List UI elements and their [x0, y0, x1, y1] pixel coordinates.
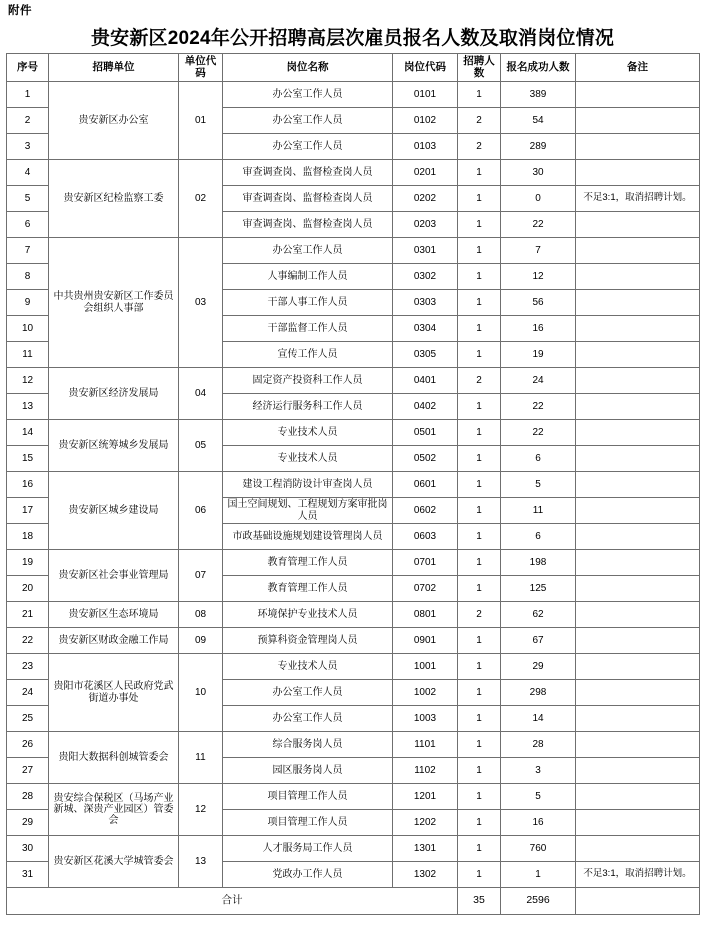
- cell-seq: 12: [7, 368, 49, 394]
- cell-seq: 16: [7, 472, 49, 498]
- cell-remark: [576, 524, 700, 550]
- cell-post-name: 审查调查岗、监督检查岗人员: [223, 160, 393, 186]
- cell-post-code: 1003: [393, 706, 458, 732]
- cell-applied-count: 16: [501, 316, 576, 342]
- cell-seq: 29: [7, 810, 49, 836]
- cell-unit-code: 08: [179, 602, 223, 628]
- cell-remark: [576, 108, 700, 134]
- column-header-applied-count: 报名成功人数: [501, 54, 576, 82]
- cell-hire-count: 1: [458, 628, 501, 654]
- cell-post-name: 专业技术人员: [223, 446, 393, 472]
- cell-remark: [576, 654, 700, 680]
- cell-seq: 22: [7, 628, 49, 654]
- cell-post-code: 0901: [393, 628, 458, 654]
- cell-recruiting-unit: 贵安新区办公室: [49, 82, 179, 160]
- cell-recruiting-unit: 贵安新区纪检监察工委: [49, 160, 179, 238]
- cell-post-name: 办公室工作人员: [223, 82, 393, 108]
- column-header-post: 岗位名称: [223, 54, 393, 82]
- cell-post-code: 0401: [393, 368, 458, 394]
- attachment-label: 附件: [8, 5, 32, 17]
- cell-seq: 27: [7, 758, 49, 784]
- cell-remark: [576, 446, 700, 472]
- cell-post-name: 办公室工作人员: [223, 706, 393, 732]
- cell-post-name: 教育管理工作人员: [223, 550, 393, 576]
- cell-recruiting-unit: 贵安新区财政金融工作局: [49, 628, 179, 654]
- cell-hire-count: 1: [458, 680, 501, 706]
- cell-recruiting-unit: 贵阳大数据科创城管委会: [49, 732, 179, 784]
- cell-post-code: 0801: [393, 602, 458, 628]
- table-row: [7, 368, 700, 394]
- cell-remark: [576, 212, 700, 238]
- cell-remark: [576, 82, 700, 108]
- cell-post-code: 0402: [393, 394, 458, 420]
- cell-post-name: 办公室工作人员: [223, 238, 393, 264]
- cell-applied-count: 5: [501, 784, 576, 810]
- cell-remark: 不足3:1，取消招聘计划。: [576, 862, 700, 888]
- cell-hire-count: 1: [458, 706, 501, 732]
- cell-post-code: 0603: [393, 524, 458, 550]
- cell-seq: 9: [7, 290, 49, 316]
- cell-post-name: 项目管理工作人员: [223, 810, 393, 836]
- cell-hire-count: 1: [458, 472, 501, 498]
- cell-post-code: 0203: [393, 212, 458, 238]
- cell-seq: 17: [7, 498, 49, 524]
- cell-hire-count: 1: [458, 290, 501, 316]
- cell-seq: 4: [7, 160, 49, 186]
- cell-unit-code: 10: [179, 654, 223, 732]
- cell-hire-count: 1: [458, 394, 501, 420]
- total-row: [7, 888, 700, 915]
- cell-applied-count: 11: [501, 498, 576, 524]
- cell-post-code: 0202: [393, 186, 458, 212]
- cell-unit-code: 06: [179, 472, 223, 550]
- cell-remark: [576, 264, 700, 290]
- cell-post-name: 宣传工作人员: [223, 342, 393, 368]
- cell-remark: [576, 394, 700, 420]
- table-row: [7, 550, 700, 576]
- table-row: [7, 238, 700, 264]
- cell-post-code: 1002: [393, 680, 458, 706]
- cell-post-name: 审查调查岗、监督检查岗人员: [223, 212, 393, 238]
- page-title-text: 贵安新区2024年公开招聘高层次雇员报名人数及取消岗位情况: [90, 28, 615, 49]
- cell-hire-count: 1: [458, 446, 501, 472]
- cell-remark: [576, 160, 700, 186]
- table-header: [7, 54, 700, 82]
- table-row: [7, 602, 700, 628]
- cell-seq: 5: [7, 186, 49, 212]
- cell-applied-count: 298: [501, 680, 576, 706]
- column-header-remark: 备注: [576, 54, 700, 82]
- table-body: [7, 82, 700, 888]
- cell-post-code: 0201: [393, 160, 458, 186]
- cell-post-name: 专业技术人员: [223, 420, 393, 446]
- cell-remark: [576, 602, 700, 628]
- cell-post-name: 项目管理工作人员: [223, 784, 393, 810]
- cell-recruiting-unit: 贵安新区城乡建设局: [49, 472, 179, 550]
- cell-post-code: 0102: [393, 108, 458, 134]
- column-header-post-code: 岗位代码: [393, 54, 458, 82]
- cell-remark: [576, 420, 700, 446]
- cell-post-name: 综合服务岗人员: [223, 732, 393, 758]
- cell-post-code: 1202: [393, 810, 458, 836]
- cell-post-code: 0101: [393, 82, 458, 108]
- table-footer: [7, 888, 700, 915]
- cell-applied-count: 1: [501, 862, 576, 888]
- cell-remark: [576, 472, 700, 498]
- cell-seq: 25: [7, 706, 49, 732]
- column-header-unit: 招聘单位: [49, 54, 179, 82]
- cell-hire-count: 1: [458, 264, 501, 290]
- cell-post-code: 0602: [393, 498, 458, 524]
- cell-post-name: 经济运行服务科工作人员: [223, 394, 393, 420]
- cell-remark: [576, 706, 700, 732]
- cell-applied-count: 16: [501, 810, 576, 836]
- cell-unit-code: 13: [179, 836, 223, 888]
- cell-applied-count: 54: [501, 108, 576, 134]
- cell-recruiting-unit: 贵安新区统筹城乡发展局: [49, 420, 179, 472]
- cell-post-name: 专业技术人员: [223, 654, 393, 680]
- cell-hire-count: 1: [458, 420, 501, 446]
- cell-applied-count: 5: [501, 472, 576, 498]
- cell-post-code: 0305: [393, 342, 458, 368]
- column-header-seq: 序号: [7, 54, 49, 82]
- cell-post-code: 0501: [393, 420, 458, 446]
- cell-seq: 13: [7, 394, 49, 420]
- cell-remark: [576, 550, 700, 576]
- cell-remark: [576, 758, 700, 784]
- cell-hire-count: 2: [458, 368, 501, 394]
- cell-remark: [576, 498, 700, 524]
- cell-applied-count: 289: [501, 134, 576, 160]
- cell-post-name: 办公室工作人员: [223, 108, 393, 134]
- cell-post-code: 1201: [393, 784, 458, 810]
- cell-applied-count: 22: [501, 212, 576, 238]
- cell-applied-count: 12: [501, 264, 576, 290]
- cell-remark: [576, 368, 700, 394]
- cell-seq: 20: [7, 576, 49, 602]
- cell-unit-code: 12: [179, 784, 223, 836]
- table-row: [7, 160, 700, 186]
- cell-seq: 24: [7, 680, 49, 706]
- cell-unit-code: 07: [179, 550, 223, 602]
- cell-unit-code: 04: [179, 368, 223, 420]
- cell-seq: 30: [7, 836, 49, 862]
- total-label: 合计: [7, 888, 458, 915]
- cell-applied-count: 760: [501, 836, 576, 862]
- column-header-unit-code: 单位代码: [179, 54, 223, 82]
- cell-post-name: 市政基础设施规划建设管理岗人员: [223, 524, 393, 550]
- cell-hire-count: 1: [458, 862, 501, 888]
- cell-hire-count: 1: [458, 784, 501, 810]
- cell-post-name: 预算科资金管理岗人员: [223, 628, 393, 654]
- table-row: [7, 654, 700, 680]
- cell-applied-count: 22: [501, 394, 576, 420]
- cell-hire-count: 1: [458, 550, 501, 576]
- cell-unit-code: 11: [179, 732, 223, 784]
- cell-post-code: 1102: [393, 758, 458, 784]
- cell-post-name: 环境保护专业技术人员: [223, 602, 393, 628]
- cell-seq: 6: [7, 212, 49, 238]
- cell-remark: [576, 680, 700, 706]
- cell-post-name: 固定资产投资科工作人员: [223, 368, 393, 394]
- cell-post-code: 0601: [393, 472, 458, 498]
- cell-post-code: 0702: [393, 576, 458, 602]
- cell-post-name: 国土空间规划、工程规划方案审批岗人员: [223, 498, 393, 524]
- cell-seq: 14: [7, 420, 49, 446]
- cell-hire-count: 1: [458, 82, 501, 108]
- cell-applied-count: 7: [501, 238, 576, 264]
- cell-applied-count: 29: [501, 654, 576, 680]
- cell-hire-count: 2: [458, 602, 501, 628]
- cell-unit-code: 05: [179, 420, 223, 472]
- cell-seq: 1: [7, 82, 49, 108]
- cell-post-code: 0502: [393, 446, 458, 472]
- table-row: [7, 784, 700, 810]
- cell-applied-count: 14: [501, 706, 576, 732]
- cell-post-name: 干部人事工作人员: [223, 290, 393, 316]
- cell-hire-count: 1: [458, 186, 501, 212]
- cell-remark: [576, 628, 700, 654]
- cell-remark: [576, 732, 700, 758]
- cell-seq: 26: [7, 732, 49, 758]
- table-row: [7, 836, 700, 862]
- cell-applied-count: 24: [501, 368, 576, 394]
- cell-post-code: 0301: [393, 238, 458, 264]
- page-title: [6, 20, 699, 53]
- cell-post-name: 党政办工作人员: [223, 862, 393, 888]
- cell-post-name: 教育管理工作人员: [223, 576, 393, 602]
- cell-hire-count: 1: [458, 836, 501, 862]
- cell-unit-code: 09: [179, 628, 223, 654]
- cell-remark: [576, 810, 700, 836]
- cell-seq: 21: [7, 602, 49, 628]
- cell-hire-count: 1: [458, 498, 501, 524]
- cell-hire-count: 1: [458, 316, 501, 342]
- cell-post-code: 1101: [393, 732, 458, 758]
- cell-recruiting-unit: 贵安新区经济发展局: [49, 368, 179, 420]
- total-remark: [576, 888, 700, 915]
- cell-applied-count: 389: [501, 82, 576, 108]
- table-row: [7, 472, 700, 498]
- cell-recruiting-unit: 贵阳市花溪区人民政府党武街道办事处: [49, 654, 179, 732]
- cell-seq: 8: [7, 264, 49, 290]
- total-applied-count: 2596: [501, 888, 576, 915]
- table-header-row: [7, 54, 700, 82]
- cell-post-code: 0303: [393, 290, 458, 316]
- cell-applied-count: 125: [501, 576, 576, 602]
- cell-hire-count: 1: [458, 758, 501, 784]
- cell-remark: [576, 784, 700, 810]
- cell-post-name: 审查调查岗、监督检查岗人员: [223, 186, 393, 212]
- cell-remark: [576, 290, 700, 316]
- cell-unit-code: 02: [179, 160, 223, 238]
- cell-hire-count: 2: [458, 108, 501, 134]
- cell-applied-count: 198: [501, 550, 576, 576]
- table-row: [7, 732, 700, 758]
- cell-remark: [576, 576, 700, 602]
- cell-unit-code: 01: [179, 82, 223, 160]
- cell-post-name: 人才服务局工作人员: [223, 836, 393, 862]
- cell-post-code: 0701: [393, 550, 458, 576]
- cell-remark: [576, 316, 700, 342]
- cell-hire-count: 1: [458, 732, 501, 758]
- cell-seq: 7: [7, 238, 49, 264]
- cell-post-code: 0103: [393, 134, 458, 160]
- table-row: [7, 82, 700, 108]
- cell-recruiting-unit: 贵安综合保税区（马场产业新城、深贵产业园区）管委会: [49, 784, 179, 836]
- cell-remark: [576, 836, 700, 862]
- cell-seq: 11: [7, 342, 49, 368]
- cell-post-name: 建设工程消防设计审查岗人员: [223, 472, 393, 498]
- cell-post-code: 1301: [393, 836, 458, 862]
- cell-post-code: 0304: [393, 316, 458, 342]
- cell-seq: 15: [7, 446, 49, 472]
- cell-remark: [576, 238, 700, 264]
- cell-applied-count: 22: [501, 420, 576, 446]
- cell-hire-count: 1: [458, 524, 501, 550]
- cell-applied-count: 6: [501, 524, 576, 550]
- cell-applied-count: 56: [501, 290, 576, 316]
- cell-unit-code: 03: [179, 238, 223, 368]
- cell-recruiting-unit: 贵安新区生态环境局: [49, 602, 179, 628]
- cell-post-code: 1302: [393, 862, 458, 888]
- table-row: [7, 628, 700, 654]
- cell-seq: 10: [7, 316, 49, 342]
- cell-hire-count: 1: [458, 212, 501, 238]
- cell-applied-count: 62: [501, 602, 576, 628]
- total-hire-count: 35: [458, 888, 501, 915]
- cell-hire-count: 1: [458, 238, 501, 264]
- cell-seq: 19: [7, 550, 49, 576]
- cell-applied-count: 6: [501, 446, 576, 472]
- cell-remark: [576, 134, 700, 160]
- cell-hire-count: 1: [458, 342, 501, 368]
- cell-seq: 31: [7, 862, 49, 888]
- cell-remark: 不足3:1，取消招聘计划。: [576, 186, 700, 212]
- cell-post-name: 人事编制工作人员: [223, 264, 393, 290]
- cell-hire-count: 2: [458, 134, 501, 160]
- cell-post-name: 干部监督工作人员: [223, 316, 393, 342]
- cell-seq: 23: [7, 654, 49, 680]
- cell-post-code: 1001: [393, 654, 458, 680]
- cell-post-code: 0302: [393, 264, 458, 290]
- cell-applied-count: 28: [501, 732, 576, 758]
- cell-applied-count: 30: [501, 160, 576, 186]
- column-header-hire-count: 招聘人数: [458, 54, 501, 82]
- cell-seq: 28: [7, 784, 49, 810]
- cell-post-name: 园区服务岗人员: [223, 758, 393, 784]
- cell-hire-count: 1: [458, 576, 501, 602]
- cell-remark: [576, 342, 700, 368]
- cell-recruiting-unit: 贵安新区社会事业管理局: [49, 550, 179, 602]
- cell-post-name: 办公室工作人员: [223, 134, 393, 160]
- cell-applied-count: 67: [501, 628, 576, 654]
- recruitment-table: [6, 53, 700, 915]
- cell-recruiting-unit: 贵安新区花溪大学城管委会: [49, 836, 179, 888]
- cell-seq: 2: [7, 108, 49, 134]
- cell-recruiting-unit: 中共贵州贵安新区工作委员会组织人事部: [49, 238, 179, 368]
- cell-hire-count: 1: [458, 654, 501, 680]
- cell-applied-count: 0: [501, 186, 576, 212]
- cell-applied-count: 3: [501, 758, 576, 784]
- cell-hire-count: 1: [458, 160, 501, 186]
- table-row: [7, 420, 700, 446]
- cell-seq: 18: [7, 524, 49, 550]
- cell-seq: 3: [7, 134, 49, 160]
- cell-post-name: 办公室工作人员: [223, 680, 393, 706]
- cell-applied-count: 19: [501, 342, 576, 368]
- cell-hire-count: 1: [458, 810, 501, 836]
